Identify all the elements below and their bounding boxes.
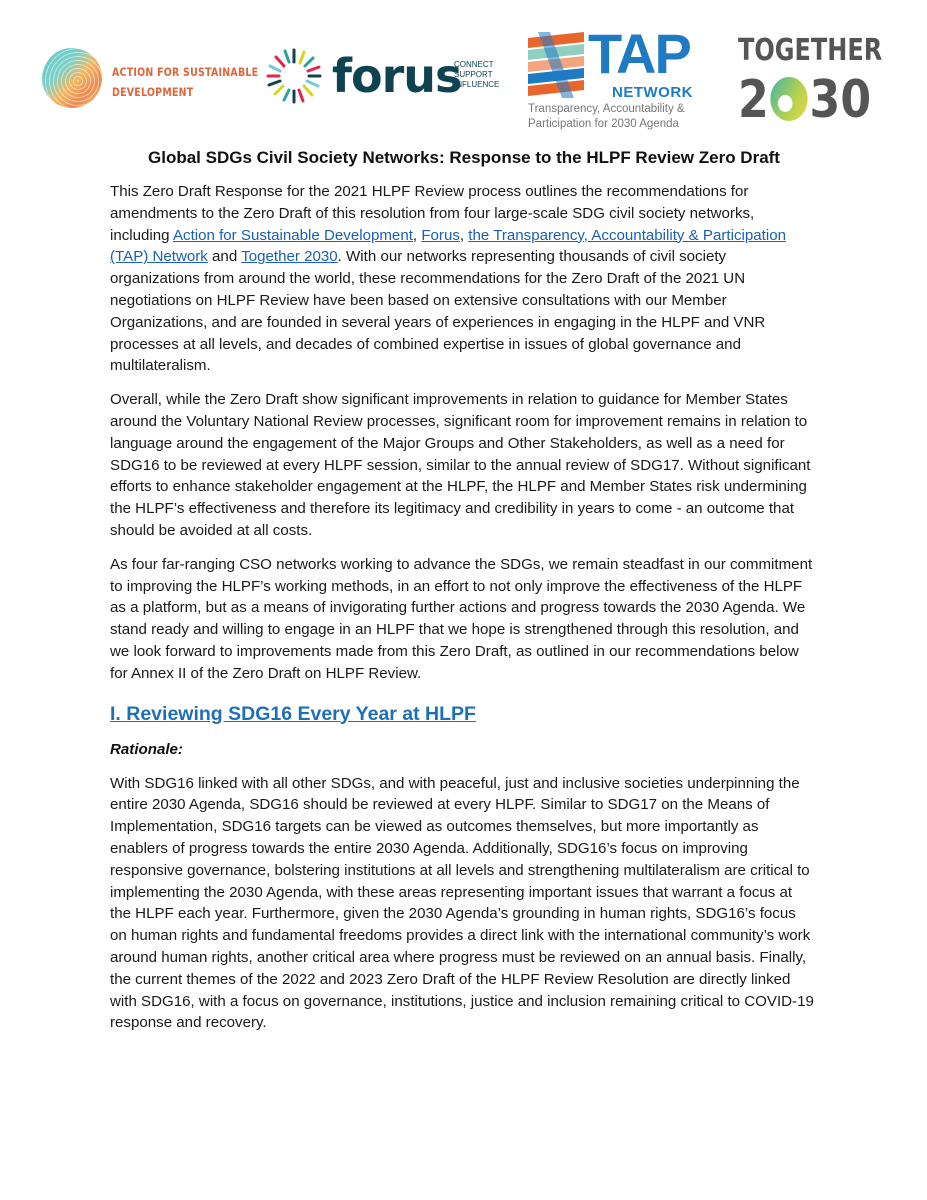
link-forus[interactable]: Forus xyxy=(421,226,460,244)
tap-subtitle-line: Transparency, Accountability & xyxy=(528,103,685,115)
starburst-icon xyxy=(264,46,324,106)
link-action-for-sustainable-development[interactable]: Action for Sustainable Development xyxy=(172,226,413,244)
tap-ribbon-icon xyxy=(528,32,584,98)
together-wordmark: TOGETHER xyxy=(738,33,883,68)
overall-paragraph: Overall, while the Zero Draft show significant improvements in relation to guidance for Member States around the Voluntary National Review processes, significant room for improvement remains in relation to language around the engagement of the Major Groups and Other Stakeholders, as well as a need for SDG16 to be reviewed at every HLPF session, similar to the annual review of SDG17. Without significant efforts to enhance stakeholder engagement at the HLPF, the HLPF and Member States risk undermining the HLPF’s effectiveness and therefore its legitimacy and credibility in years to come - an outcome that should be avoided at all costs. xyxy=(110,391,811,539)
document-body xyxy=(110,146,816,1046)
separator: , xyxy=(459,226,469,244)
forus-tagline-line: CONNECT xyxy=(454,60,494,69)
link-together-2030[interactable]: Together 2030 xyxy=(241,248,338,266)
tap-network-logo xyxy=(528,22,718,132)
intro-text: This Zero Draft Response for the 2021 HLPF Review process outlines the recommendations for amendments to the Zero Draft of this resolution from four large-scale SDG civil society networks, including xyxy=(110,183,755,244)
forus-wordmark: forus xyxy=(332,49,462,103)
forus-logo xyxy=(264,46,504,122)
together-year-digit: 2 xyxy=(738,70,769,130)
earth-globe-icon xyxy=(770,77,807,121)
intro-paragraph xyxy=(110,181,816,377)
tap-subtitle-line: Participation for 2030 Agenda xyxy=(528,118,679,130)
section-heading-sdg16: I. Reviewing SDG16 Every Year at HLPF xyxy=(110,702,476,725)
tap-network-label: NETWORK xyxy=(612,84,693,101)
asd-logo-line2: DEVELOPMENT xyxy=(112,85,194,99)
forus-tagline-line: SUPPORT xyxy=(454,70,493,79)
asd-logo xyxy=(42,48,262,120)
separator: and xyxy=(207,248,242,266)
forus-tagline-line: INFLUENCE xyxy=(454,80,500,89)
intro-text-continued: . With our networks representing thousands of civil society organizations from around the world, these recommendations for the Zero Draft of the 2021 UN negotiations on HLPF Review have been based on extensive consultations with our Member Organizations, and are founded in several years of experiences in engaging in the HLPF and VNR processes at all levels, and decades of combined expertise in issues of global governance and multilateralism. xyxy=(110,248,766,375)
rationale-label: Rationale: xyxy=(110,740,183,758)
separator: , xyxy=(412,226,422,244)
tap-wordmark: TAP xyxy=(588,22,690,85)
together-year xyxy=(738,72,871,128)
rationale-paragraph: With SDG16 linked with all other SDGs, and with peaceful, just and inclusive societies underpinning the entire 2030 Agenda, SDG16 should be reviewed at every HLPF. Similar to SDG17 on the Means of Implementation, SDG16 targets can be viewed as outcomes themselves, but more importantly as enablers of progress towards the entire 2030 Agenda. Additionally, SDG16’s focus on improving responsive governance, bolstering institutions at all levels and strengthening multilateralism are critical to implementing the 2030 Agenda, with these areas representing important issues that warrant a focus at the HLPF each year. Furthermore, given the 2030 Agenda’s grounding in human rights, SDG16’s focus on human rights and fundamental freedoms provides a direct link with the international community’s work around human rights, another critical area where progress must be reviewed on an annual basis. Finally, the current themes of the 2022 and 2023 Zero Draft of the HLPF Review Resolution are directly linked with SDG16, with a focus on governance, institutions, justice and inclusion remaining critical to COVID-19 response and recovery. xyxy=(110,774,814,1032)
partner-logos xyxy=(0,22,927,136)
together-year-digits: 30 xyxy=(809,70,872,130)
document-title: Global SDGs Civil Society Networks: Response to the HLPF Review Zero Draft xyxy=(148,148,780,167)
together-2030-logo xyxy=(738,34,888,130)
commitment-paragraph: As four far-ranging CSO networks working to advance the SDGs, we remain steadfast in our commitment to improving the HLPF’s working methods, in an effort to not only improve the effectiveness of the HLPF as a platform, but as a means of invigorating further actions and progress towards the 2030 Agenda. We stand ready and willing to engage in an HLPF that we hope is strengthened through this resolution, and we look forward to improvements made from this Zero Draft, as outlined in our recommendations below for Annex II of the Zero Draft on HLPF Review. xyxy=(110,555,813,682)
asd-logo-text xyxy=(112,62,258,102)
fingerprint-globe-icon xyxy=(42,48,102,108)
link-tap-network[interactable]: the Transparency, Accountability & Participation (TAP) Network xyxy=(110,226,786,266)
asd-logo-line1: ACTION FOR SUSTAINABLE xyxy=(112,65,259,79)
forus-tagline xyxy=(454,60,499,90)
tap-subtitle xyxy=(528,102,685,132)
